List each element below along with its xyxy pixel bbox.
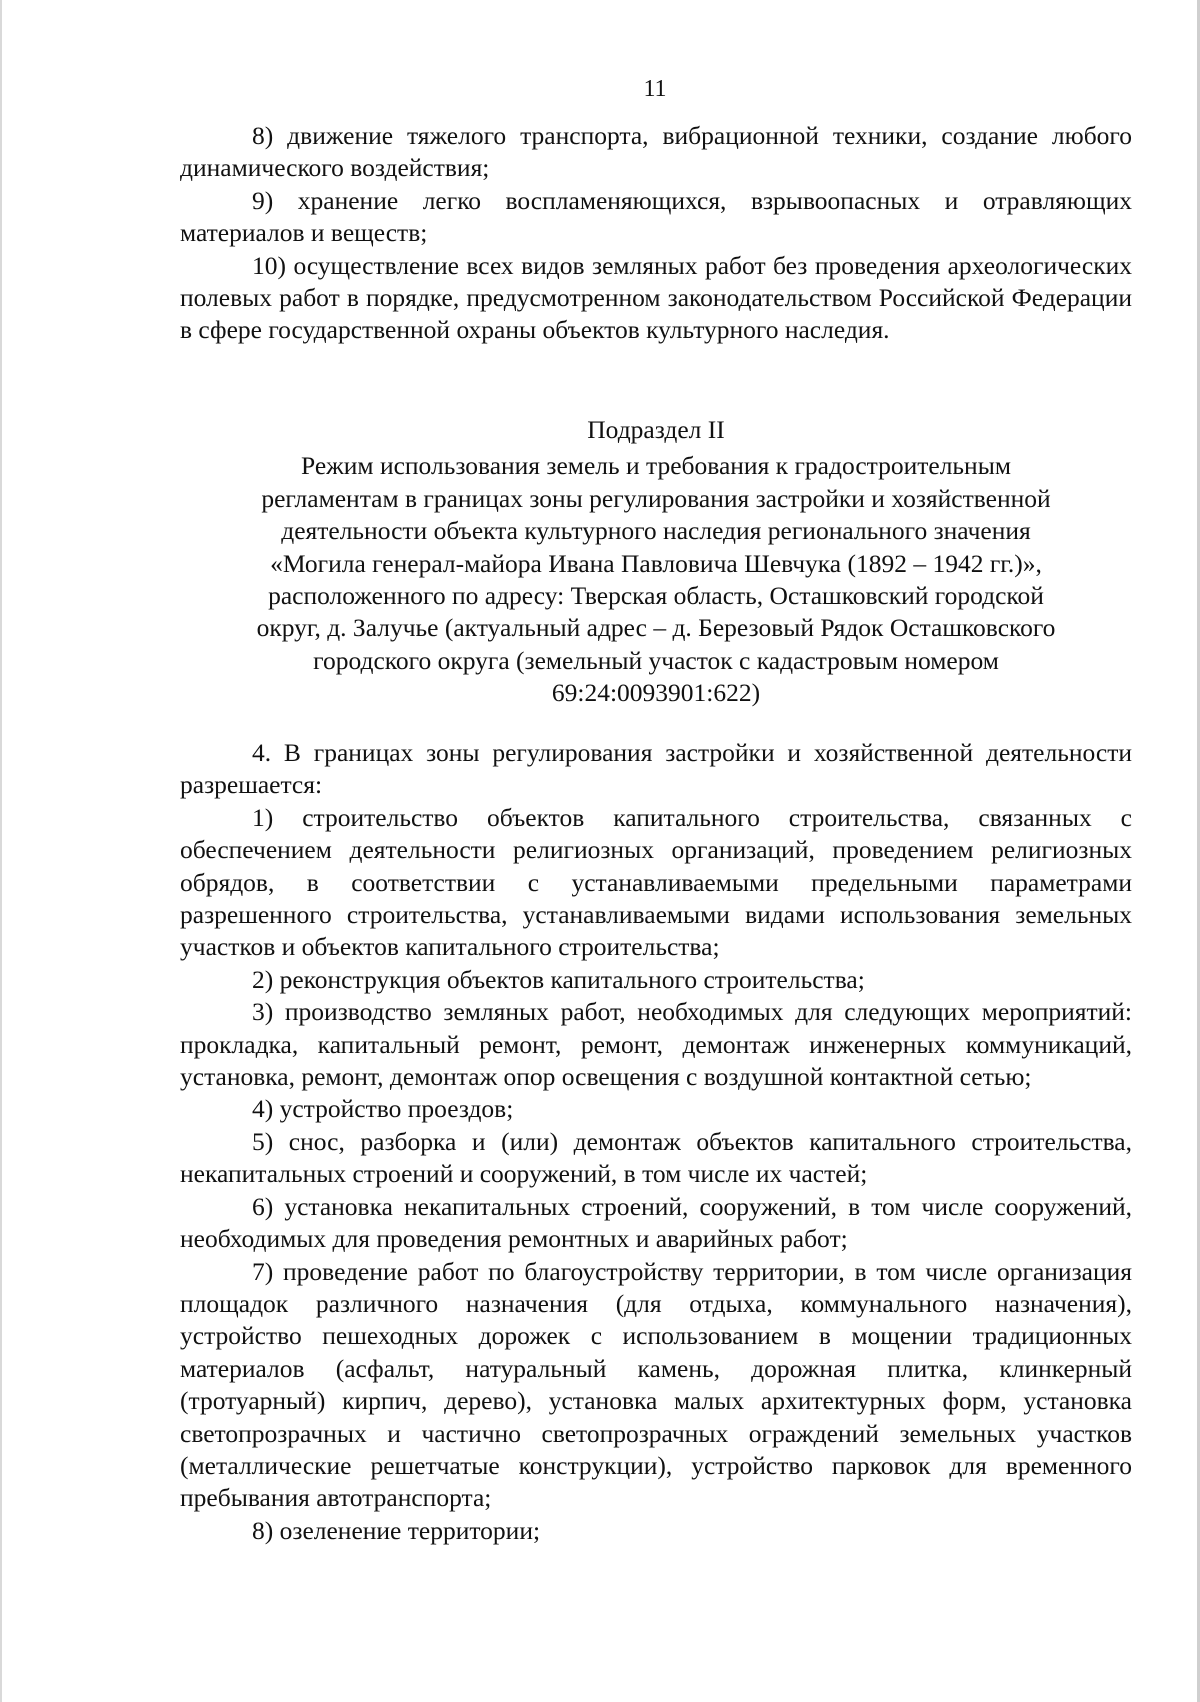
list-item: 2) реконструкция объектов капитального строительства; xyxy=(252,964,865,994)
list-item: 8) озеленение территории; xyxy=(252,1515,541,1545)
subtitle-line: деятельности объекта культурного наследия регионального значения xyxy=(281,516,1031,546)
scan-edge-left xyxy=(0,0,2,1702)
list-item: 6) установка некапитальных строений, сооружений, в том числе сооружений, необходимых для проведения ремонтных и аварийных работ; xyxy=(180,1191,1132,1254)
subtitle-line: регламентам в границах зоны регулирования застройки и хозяйственной xyxy=(261,483,1051,513)
list-item: 4) устройство проездов; xyxy=(252,1094,514,1124)
text-block-main xyxy=(180,737,1132,1547)
section-subtitle xyxy=(180,450,1132,709)
list-item: 7) проведение работ по благоустройству территории, в том числе организация площадок различного назначения (для отдыха, коммунального назначения), устройство пешеходных дорожек с использованием в мощении традиционных материалов (асфальт, натуральный камень, дорожная плитка, клинкерный (тротуарный) кирпич, дерево), установка малых архитектурных форм, установка светопрозрачных и частично светопрозрачных ограждений земельных участков (металлические решетчатые конструкции), устройство парковок для временного пребывания автотранспорта; xyxy=(180,1256,1132,1513)
list-item: 1) строительство объектов капитального строительства, связанных с обеспечением деятельности религиозных организаций, проведением религиозных обрядов, в соответствии с устанавливаемыми предельными параметрами разрешенного строительства, устанавливаемыми видами использования земельных участков и объектов капитального строительства; xyxy=(180,802,1132,962)
list-item: 9) хранение легко воспламеняющихся, взрывоопасных и отравляющих материалов и веществ; xyxy=(180,185,1132,248)
list-item: 3) производство земляных работ, необходимых для следующих мероприятий: прокладка, капитальный ремонт, ремонт, демонтаж инженерных коммуникаций, установка, ремонт, демонтаж опор освещения с воздушной контактной сетью; xyxy=(180,997,1132,1092)
subtitle-line: 69:24:0093901:622) xyxy=(551,678,761,708)
list-item: 10) осуществление всех видов земляных работ без проведения археологических полевых работ в порядке, предусмотренном законодательством Российской Федерации в сфере государственной охраны объектов культурного наследия. xyxy=(180,250,1132,345)
subtitle-line: расположенного по адресу: Тверская область, Осташковский городской xyxy=(268,581,1044,611)
clause-paragraph: 4. В границах зоны регулирования застройки и хозяйственной деятельности разрешается: xyxy=(180,738,1132,800)
list-item: 8) движение тяжелого транспорта, вибрационной техники, создание любого динамического воздействия; xyxy=(180,121,1132,183)
subtitle-line: округ, д. Залучье (актуальный адрес – д. Березовый Рядок Осташковского xyxy=(256,613,1056,643)
subtitle-line: городского округа (земельный участок с кадастровым номером xyxy=(313,645,999,675)
page-number: 11 xyxy=(643,76,667,102)
section-title: Подраздел II xyxy=(587,415,725,444)
subtitle-line: Режим использования земель и требования к градостроительным xyxy=(301,451,1011,481)
list-item: 5) снос, разборка и (или) демонтаж объектов капитального строительства, некапитальных строений и сооружений, в том числе их частей; xyxy=(180,1126,1132,1189)
text-block-top xyxy=(180,120,1132,347)
subtitle-line: «Могила генерал-майора Ивана Павловича Шевчука (1892 – 1942 гг.)», xyxy=(270,548,1042,578)
section-heading xyxy=(180,414,1132,710)
